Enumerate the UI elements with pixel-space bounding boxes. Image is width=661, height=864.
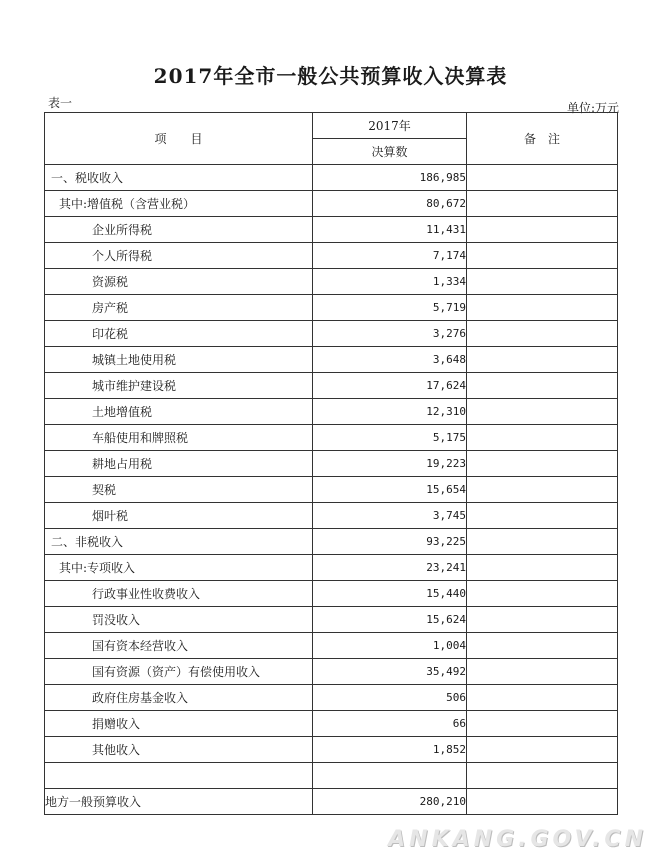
header-final: 决算数 — [313, 139, 467, 165]
row-final-value: 1,004 — [313, 633, 467, 659]
table-row — [45, 633, 618, 659]
row-item-name: 罚没收入 — [45, 607, 313, 633]
page-title: 2017年全市一般公共预算收入决算表 — [153, 64, 508, 88]
row-final-value: 7,174 — [313, 243, 467, 269]
row-final-value: 1,852 — [313, 737, 467, 763]
unit-label: 单位:万元 — [566, 101, 619, 115]
row-item-name: 其中:增值税（含营业税） — [45, 191, 313, 217]
header-year: 2017年 — [313, 113, 467, 139]
row-item-name: 政府住房基金收入 — [45, 685, 313, 711]
row-final-value: 11,431 — [313, 217, 467, 243]
row-final-value: 3,745 — [313, 503, 467, 529]
row-note — [467, 633, 618, 659]
row-note — [467, 425, 618, 451]
row-item-name: 捐赠收入 — [45, 711, 313, 737]
total-label: 地方一般预算收入 — [45, 789, 313, 815]
row-item-name: 企业所得税 — [45, 217, 313, 243]
row-note — [467, 763, 618, 789]
table-row — [45, 425, 618, 451]
row-item-name: 契税 — [45, 477, 313, 503]
header-item: 项 目 — [45, 113, 313, 165]
total-row — [45, 789, 618, 815]
row-note — [467, 477, 618, 503]
table-row — [45, 659, 618, 685]
row-final-value: 35,492 — [313, 659, 467, 685]
row-note — [467, 191, 618, 217]
row-item-name: 其他收入 — [45, 737, 313, 763]
table-row — [45, 347, 618, 373]
row-item-name: 二、非税收入 — [45, 529, 313, 555]
row-final-value: 15,440 — [313, 581, 467, 607]
table-row — [45, 581, 618, 607]
row-item-name: 一、税收收入 — [45, 165, 313, 191]
row-final-value: 506 — [313, 685, 467, 711]
table-row — [45, 321, 618, 347]
table-row — [45, 451, 618, 477]
row-item-name: 印花税 — [45, 321, 313, 347]
table-row — [45, 685, 618, 711]
row-note — [467, 529, 618, 555]
table-row — [45, 607, 618, 633]
table-row — [45, 243, 618, 269]
row-item-name: 其中:专项收入 — [45, 555, 313, 581]
row-note — [467, 373, 618, 399]
row-final-value: 1,334 — [313, 269, 467, 295]
row-item-name: 房产税 — [45, 295, 313, 321]
table-row — [45, 295, 618, 321]
row-final-value: 80,672 — [313, 191, 467, 217]
table-row — [45, 217, 618, 243]
row-item-name: 国有资本经营收入 — [45, 633, 313, 659]
header-row — [45, 113, 618, 139]
table-row — [45, 555, 618, 581]
total-note — [467, 789, 618, 815]
row-final-value: 3,648 — [313, 347, 467, 373]
row-note — [467, 581, 618, 607]
row-final-value: 15,624 — [313, 607, 467, 633]
row-note — [467, 347, 618, 373]
row-note — [467, 451, 618, 477]
row-item-name: 烟叶税 — [45, 503, 313, 529]
row-item-name: 城市维护建设税 — [45, 373, 313, 399]
budget-table — [44, 112, 618, 815]
row-item-name: 国有资源（资产）有偿使用收入 — [45, 659, 313, 685]
row-final-value: 93,225 — [313, 529, 467, 555]
table-row — [45, 529, 618, 555]
table-row — [45, 711, 618, 737]
table-row — [45, 503, 618, 529]
table-row — [45, 269, 618, 295]
row-note — [467, 555, 618, 581]
row-note — [467, 321, 618, 347]
row-note — [467, 399, 618, 425]
row-note — [467, 685, 618, 711]
row-final-value: 23,241 — [313, 555, 467, 581]
row-final-value: 15,654 — [313, 477, 467, 503]
header-note: 备 注 — [467, 113, 618, 165]
row-note — [467, 737, 618, 763]
row-final-value: 17,624 — [313, 373, 467, 399]
row-final-value: 19,223 — [313, 451, 467, 477]
table-row — [45, 737, 618, 763]
row-item-name: 土地增值税 — [45, 399, 313, 425]
row-final-value: 3,276 — [313, 321, 467, 347]
row-final-value: 5,719 — [313, 295, 467, 321]
row-final-value: 5,175 — [313, 425, 467, 451]
row-final-value: 12,310 — [313, 399, 467, 425]
table-row — [45, 165, 618, 191]
row-note — [467, 243, 618, 269]
row-item-name: 个人所得税 — [45, 243, 313, 269]
table-row — [45, 373, 618, 399]
watermark-logo: ANKANG.GOV.CN — [388, 827, 647, 852]
table-row — [45, 191, 618, 217]
row-note — [467, 217, 618, 243]
row-note — [467, 295, 618, 321]
row-item-name: 耕地占用税 — [45, 451, 313, 477]
row-final-value: 186,985 — [313, 165, 467, 191]
row-item-name: 车船使用和牌照税 — [45, 425, 313, 451]
row-item-name: 行政事业性收费收入 — [45, 581, 313, 607]
table-label: 表一 — [48, 96, 73, 110]
total-value: 280,210 — [313, 789, 467, 815]
table-row — [45, 399, 618, 425]
row-final-value — [313, 763, 467, 789]
row-note — [467, 659, 618, 685]
row-note — [467, 165, 618, 191]
table-row — [45, 763, 618, 789]
row-item-name: 资源税 — [45, 269, 313, 295]
row-note — [467, 269, 618, 295]
row-item-name: 城镇土地使用税 — [45, 347, 313, 373]
row-final-value: 66 — [313, 711, 467, 737]
row-note — [467, 607, 618, 633]
row-note — [467, 711, 618, 737]
row-note — [467, 503, 618, 529]
table-row — [45, 477, 618, 503]
row-item-name — [45, 763, 313, 789]
